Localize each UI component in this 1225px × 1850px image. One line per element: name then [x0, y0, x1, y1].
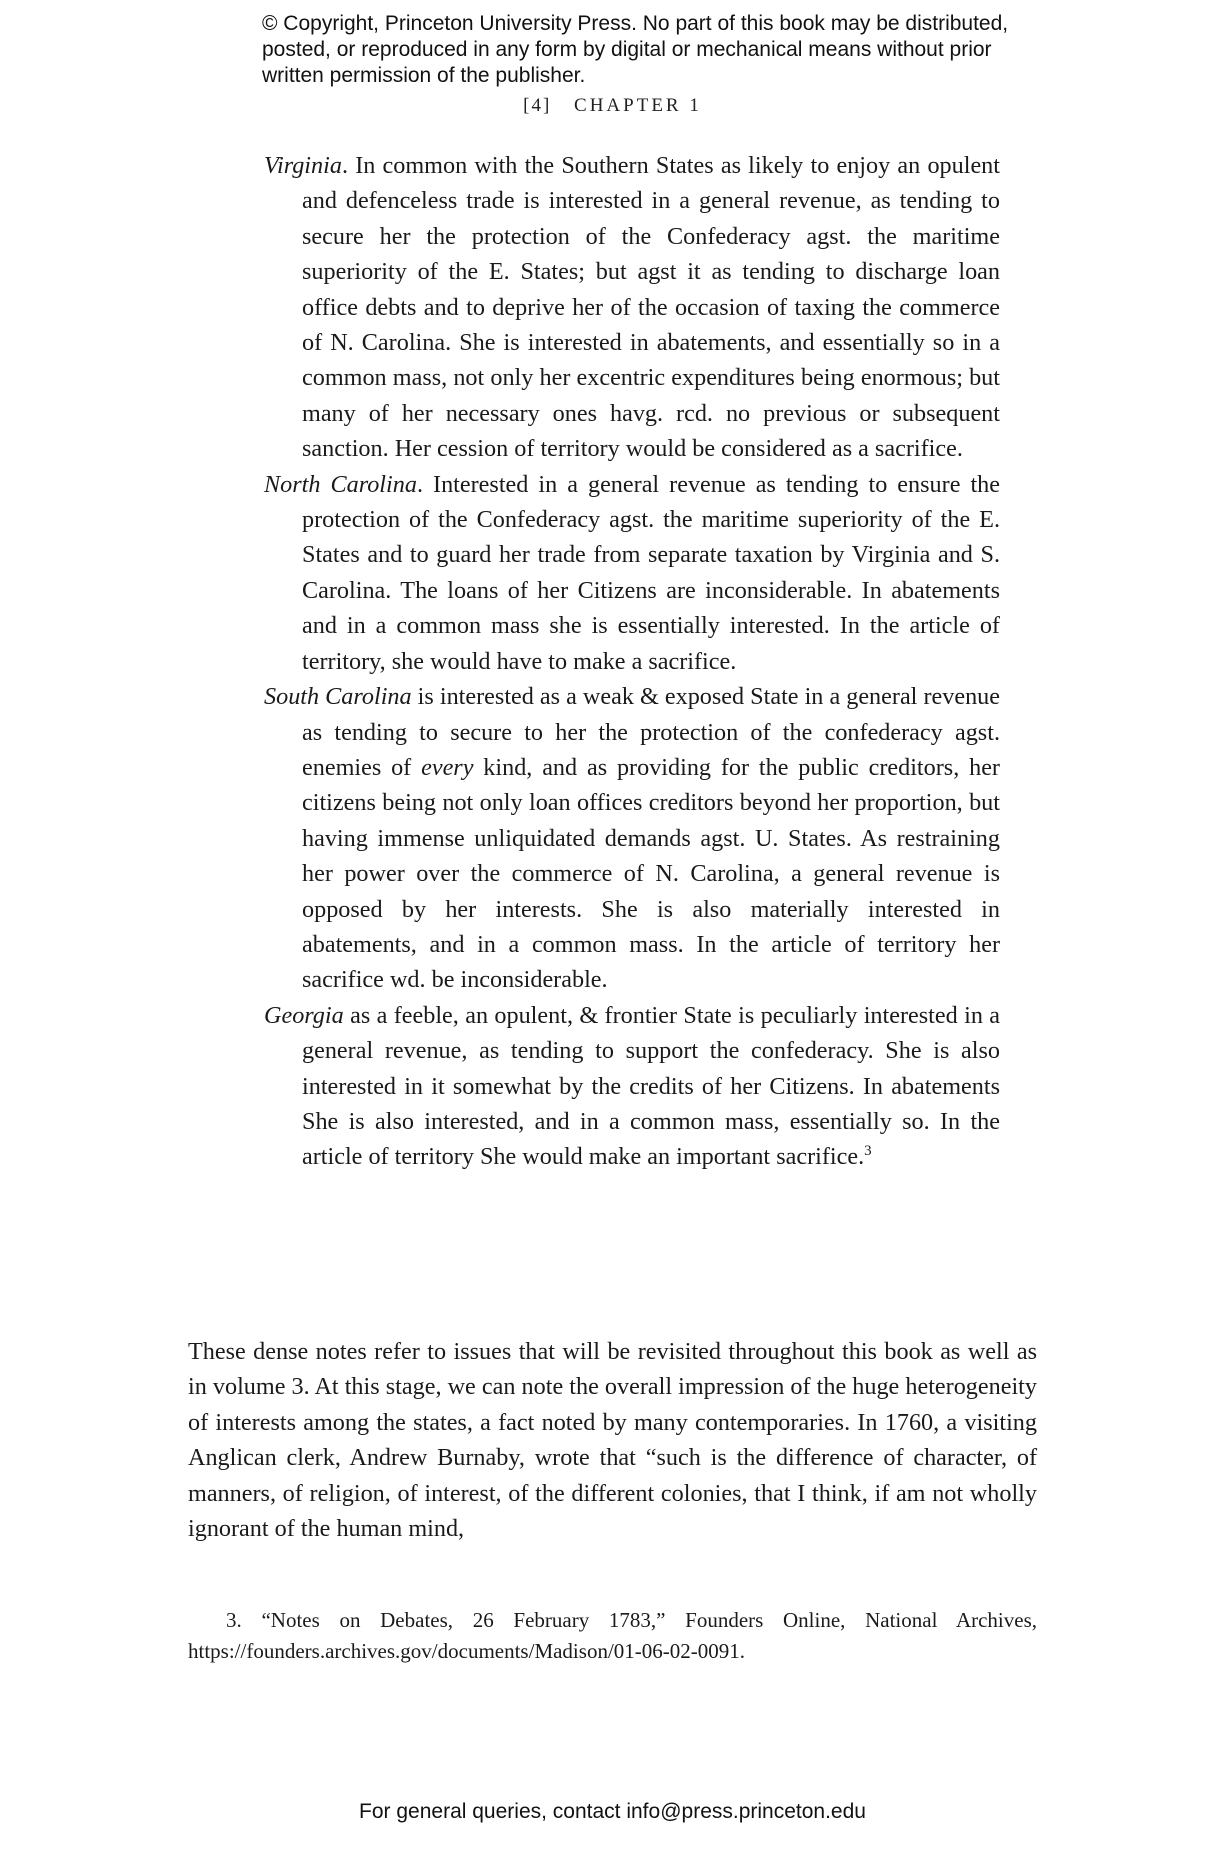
entry-text: Interested in a general revenue as tending to ensure the protection of the Confederacy agst. the maritime superiority of the E. States and to guard her trade from separate taxation by Virginia and S. Carolina. The loans of her Citizens are inconsiderable. In abatements and in a common mass she is essentially interested. In the article of territory, she would have to make a sacrifice.	[302, 470, 1001, 675]
entry-north-carolina: North Carolina. Interested in a general revenue as tending to ensure the protection of the Confederacy agst. the maritime superiority of the E. States and to guard her trade from separate taxation by Virginia and S. Carolina. The loans of her Citizens are inconsiderable. In abatements and in a common mass she is essentially interested. In the article of territory, she would have to make a sacrifice.	[264, 470, 1001, 675]
entry-text: is interested as a weak & exposed State in a general revenue as tending to secure to her the protection of the confederacy agst. enemies of	[302, 683, 1000, 781]
chapter-label: CHAPTER 1	[574, 95, 702, 116]
contact-line: For general queries, contact info@press.princeton.edu	[359, 1800, 866, 1823]
running-head	[0, 95, 1225, 117]
entry-state-name: Georgia	[264, 1001, 344, 1029]
body-paragraph: These dense notes refer to issues that will be revisited throughout this book as well as in volume 3. At this stage, we can note the overall impression of the huge heterogeneity of interests among the states, a fact noted by many contemporaries. In 1760, a visiting Anglican clerk, Andrew Burnaby, wrote that “such is the difference of character, of manners, of religion, of interest, of the different colonies, that I think, if am not wholly ignorant of the human mind,	[188, 1338, 1037, 1543]
entry-georgia	[264, 998, 1000, 1175]
footnote	[188, 1605, 1037, 1667]
footnote-reference: 3	[864, 1143, 872, 1160]
entry-south-carolina	[264, 679, 1000, 998]
footnote-text: “Notes on Debates, 26 February 1783,” Founders Online, National Archives, https://founders.archives.gov/documents/Madison/01-06-02-0091.	[188, 1608, 1038, 1663]
page-number: [4]	[523, 95, 552, 116]
footnote-number: 3.	[226, 1608, 242, 1632]
entry-text: as a feeble, an opulent, & frontier State is peculiarly interested in a general revenue, as tending to support the confederacy. She is also interested in it somewhat by the credits of her Citizens. In abatements She is also interested, and in a common mass, essentially so. In the article of territory She would make an important sacrifice.	[302, 1001, 1001, 1171]
entry-virginia: Virginia. In common with the Southern States as likely to enjoy an opulent and defenceless trade is interested in a general revenue, as tending to secure her the protection of the Confederacy agst. the maritime superiority of the E. States; but agst it as tending to discharge loan office debts and to deprive her of the occasion of taxing the commerce of N. Carolina. She is interested in abatements, and essentially so in a common mass, not only her excentric expenditures being enormous; but many of her necessary ones havg. rcd. no previous or subsequent sanction. Her cession of territory would be considered as a sacrifice.	[264, 152, 1000, 463]
entry-state-name: North Carolina	[264, 470, 417, 498]
entry-emphasis: every	[421, 753, 474, 781]
entry-state-name: South Carolina	[264, 683, 412, 711]
copyright-notice: © Copyright, Princeton University Press. No part of this book may be distributed, posted, or reproduced in any form by digital or mechanical means without prior written permission of the publisher.	[262, 12, 1009, 87]
entry-state-name: Virginia	[264, 152, 342, 179]
entry-text: kind, and as providing for the public creditors, her citizens being not only loan offices creditors beyond her proportion, but having immense unliquidated demands agst. U. States. As restraining her power over the commerce of N. Carolina, a general revenue is opposed by her interests. She is also materially interested in abatements, and in a common mass. In the article of territory her sacrifice wd. be inconsiderable.	[302, 753, 1000, 994]
state-entries	[264, 148, 1000, 1175]
entry-text: In common with the Southern States as likely to enjoy an opulent and defenceless trade is interested in a general revenue, as tending to secure her the protection of the Confederacy agst. the maritime superiority of the E. States; but agst it as tending to discharge loan office debts and to deprive her of the occasion of taxing the commerce of N. Carolina. She is interested in abatements, and essentially so in a common mass, not only her excentric expenditures being enormous; but many of her necessary ones havg. rcd. no previous or subsequent sanction. Her cession of territory would be considered as a sacrifice.	[302, 152, 1000, 463]
